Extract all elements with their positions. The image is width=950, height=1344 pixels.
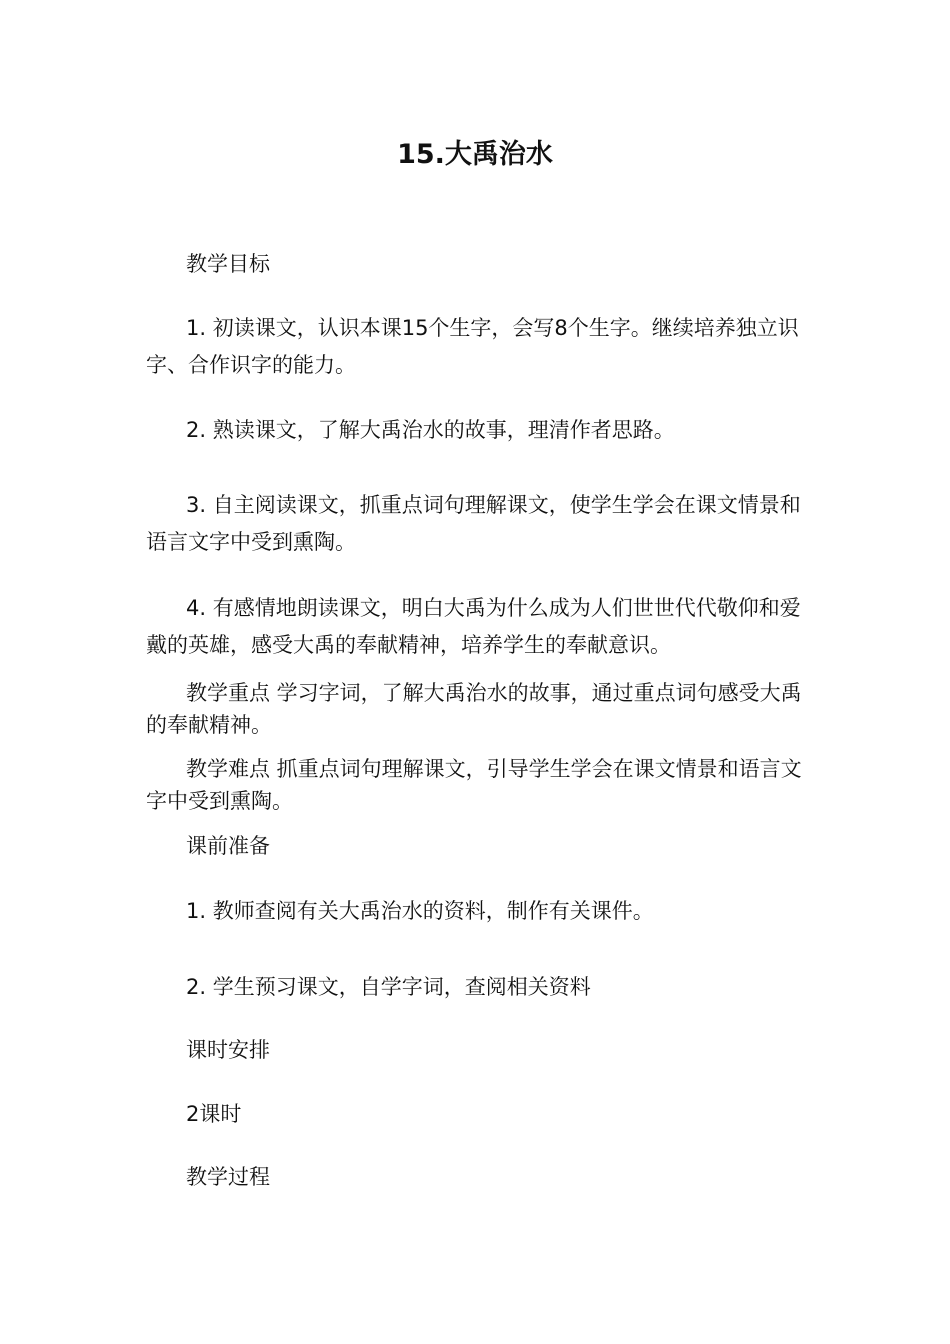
preparation-2: 2. 学生预习课文，自学字词，查阅相关资料 bbox=[186, 975, 591, 999]
section-heading-preparation: 课前准备 bbox=[186, 834, 270, 858]
objective-3: 3. 自主阅读课文，抓重点词句理解课文，使学生学会在课文情景和语言文字中受到熏陶。 bbox=[146, 493, 801, 554]
section-heading-process: 教学过程 bbox=[186, 1165, 270, 1189]
objective-1: 1. 初读课文，认识本课15个生字，会写8个生字。继续培养独立识字、合作识字的能力。 bbox=[146, 316, 799, 377]
objective-4: 4. 有感情地朗读课文，明白大禹为什么成为人们世世代代敬仰和爱戴的英雄，感受大禹的奉献精神，培养学生的奉献意识。 bbox=[146, 596, 801, 657]
section-heading-schedule: 课时安排 bbox=[186, 1038, 270, 1062]
document-title: 15.大禹治水 bbox=[397, 139, 553, 170]
schedule-value: 2课时 bbox=[186, 1102, 242, 1126]
section-heading-objectives: 教学目标 bbox=[186, 252, 270, 276]
objective-2: 2. 熟读课文，了解大禹治水的故事，理清作者思路。 bbox=[186, 418, 675, 442]
key-points: 教学重点 学习字词，了解大禹治水的故事，通过重点词句感受大禹的奉献精神。 bbox=[146, 681, 802, 737]
difficult-points: 教学难点 抓重点词句理解课文，引导学生学会在课文情景和语言文字中受到熏陶。 bbox=[146, 757, 802, 813]
preparation-1: 1. 教师查阅有关大禹治水的资料，制作有关课件。 bbox=[186, 899, 654, 923]
